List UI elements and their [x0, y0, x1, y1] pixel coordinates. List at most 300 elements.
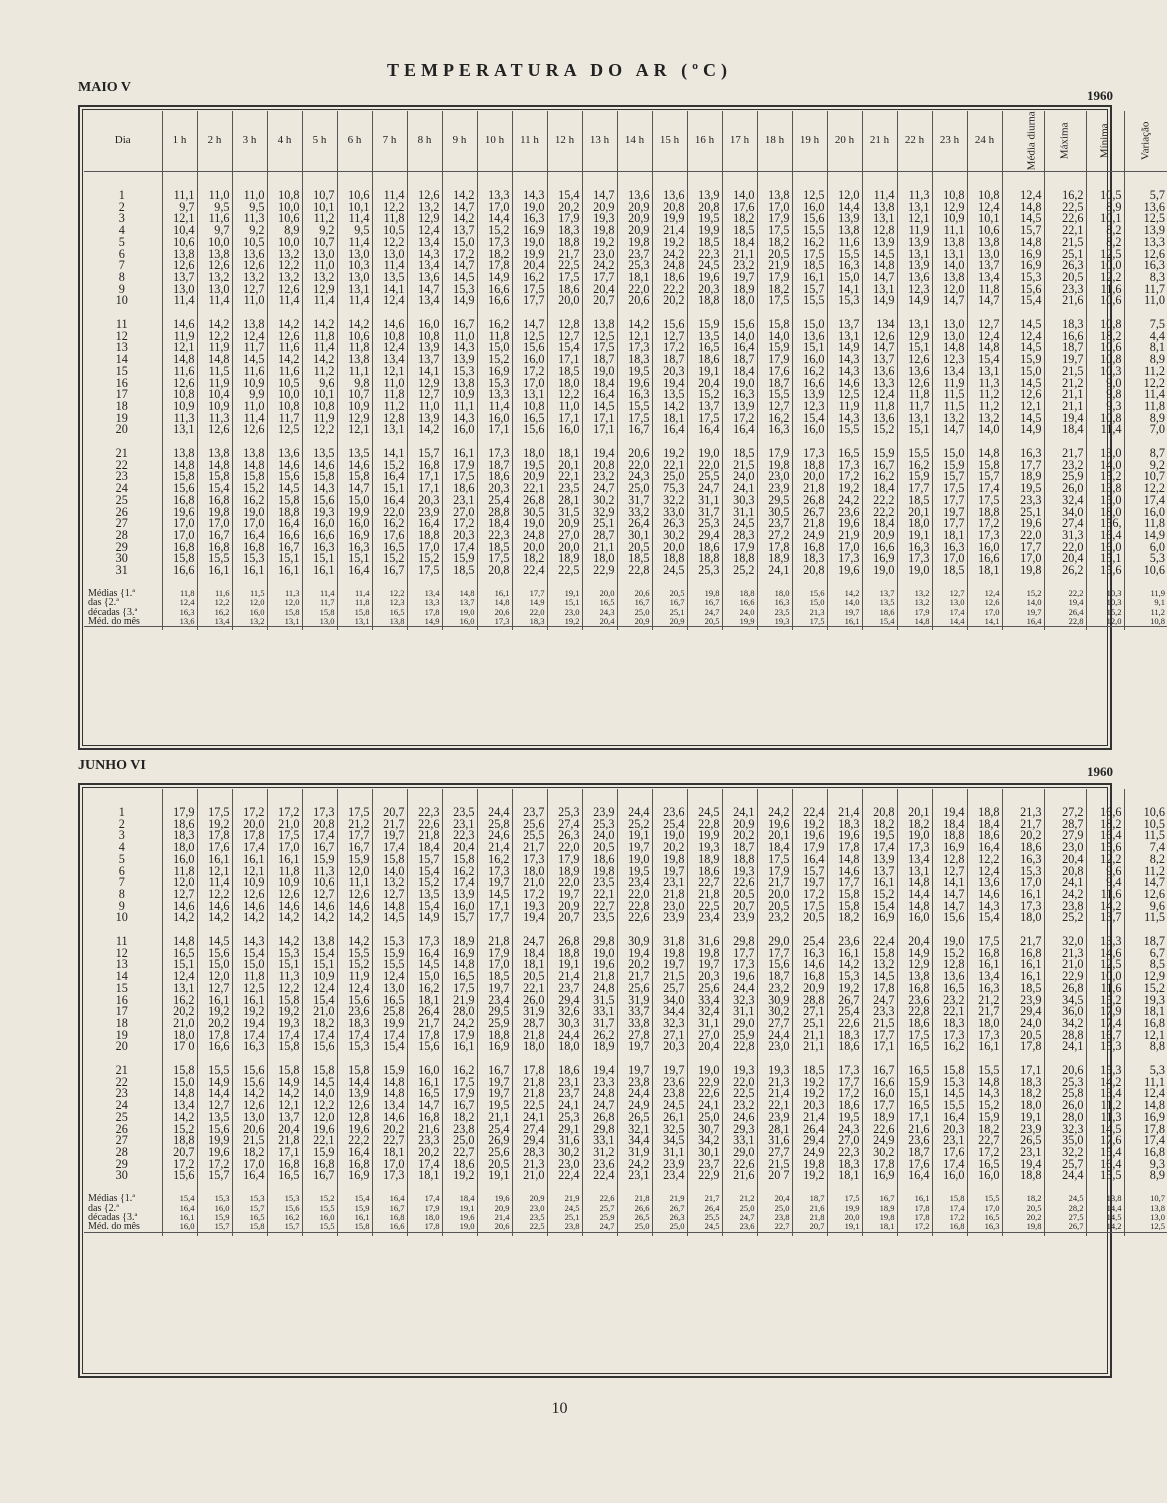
value-cell: 31,5 [582, 995, 617, 1007]
section-label-may: MAIO V [78, 80, 132, 95]
value-cell: 15,2 [1086, 471, 1124, 483]
value-cell: 13,8 [232, 448, 267, 460]
value-cell: 17,2 [722, 413, 757, 425]
value-cell: 12,2 [372, 237, 407, 249]
column-header: 8 h [407, 111, 442, 172]
value-cell: 31,6 [547, 1135, 582, 1147]
average-cell: 11,2 [1124, 608, 1167, 617]
value-cell: 12,2 [267, 983, 302, 995]
value-cell: 19,8 [1002, 565, 1044, 577]
value-cell: 14,8 [197, 354, 232, 366]
value-cell: 19,5 [862, 830, 897, 842]
value-cell: 23,1 [442, 819, 477, 831]
value-cell: 22,1 [582, 889, 617, 901]
value-cell: 14,5 [1002, 378, 1044, 390]
value-cell: 15,9 [302, 854, 337, 866]
value-cell: 22,0 [617, 889, 652, 901]
average-cell: 14,2 [1086, 1222, 1124, 1232]
average-cell: 18,8 [722, 589, 757, 598]
value-cell: 12,9 [407, 378, 442, 390]
value-cell: 23,7 [757, 518, 792, 530]
value-cell: 11,4 [477, 401, 512, 413]
value-cell: 17,1 [477, 901, 512, 913]
value-cell: 21,5 [1044, 366, 1086, 378]
value-cell: 19,4 [617, 948, 652, 960]
value-cell: 19,6 [687, 272, 722, 284]
value-cell: 21,8 [512, 1088, 547, 1100]
value-cell: 17,1 [407, 471, 442, 483]
value-cell: 18,4 [582, 378, 617, 390]
value-cell: 12,6 [197, 260, 232, 272]
column-header [1002, 111, 1044, 172]
value-cell: 29,8 [722, 936, 757, 948]
value-cell: 20,8 [652, 202, 687, 214]
value-cell: 33,2 [617, 507, 652, 519]
column-header: 17 h [722, 111, 757, 172]
value-cell: 15,4 [407, 901, 442, 913]
value-cell: 11,2 [1124, 366, 1167, 378]
value-cell: 10,0 [267, 202, 302, 214]
table-frame-june [78, 783, 1165, 1378]
value-cell: 25,0 [652, 471, 687, 483]
value-cell: 23,8 [652, 1088, 687, 1100]
value-cell: 17,0 [932, 553, 967, 565]
value-cell: 24,5 [652, 565, 687, 577]
value-cell: 13,6 [932, 971, 967, 983]
average-cell: 20,7 [792, 1222, 827, 1232]
header-row [84, 111, 1167, 172]
value-cell: 16,7 [477, 1065, 512, 1077]
value-cell: 17,0 [1002, 877, 1044, 889]
average-cell: 24,3 [582, 608, 617, 617]
value-cell: 11,0 [232, 295, 267, 307]
value-cell: 13,7 [687, 401, 722, 413]
value-cell: 14,7 [862, 272, 897, 284]
value-cell: 23,1 [547, 1077, 582, 1089]
value-cell: 22,5 [1044, 202, 1086, 214]
value-cell: 14,8 [897, 877, 932, 889]
value-cell: 15,8 [267, 1065, 302, 1077]
value-cell: 23,0 [582, 249, 617, 261]
value-cell: 23,5 [547, 483, 582, 495]
value-cell: 15,9 [932, 460, 967, 472]
value-cell: 17,8 [232, 830, 267, 842]
average-cell: 23,0 [547, 608, 582, 617]
value-cell: 14,2 [232, 1088, 267, 1100]
value-cell: 18,9 [687, 854, 722, 866]
average-cell: 14,5 [1086, 1213, 1124, 1222]
day-cell: 26 [115, 1121, 128, 1136]
value-cell: 14,5 [197, 936, 232, 948]
value-cell: 15,3 [1002, 866, 1044, 878]
value-cell: 22,5 [512, 1100, 547, 1112]
value-cell: 18,6 [547, 284, 582, 296]
value-cell: 21,5 [722, 460, 757, 472]
value-cell: 15,2 [862, 889, 897, 901]
value-cell: 13,6 [967, 877, 1002, 889]
table-row [84, 378, 1167, 390]
value-cell: 19,0 [512, 237, 547, 249]
value-cell: 18,3 [547, 225, 582, 237]
value-cell: 24,5 [722, 518, 757, 530]
value-cell: 31,9 [512, 1006, 547, 1018]
value-cell: 13,4 [407, 237, 442, 249]
value-cell: 24,7 [582, 1100, 617, 1112]
value-cell: 15,4 [1086, 1147, 1124, 1159]
column-header: 3 h [232, 111, 267, 172]
average-cell: 15,6 [792, 589, 827, 598]
value-cell: 15,0 [337, 495, 372, 507]
value-cell: 10,6 [162, 237, 197, 249]
value-cell: 17,7 [1002, 542, 1044, 554]
value-cell: 16,3 [1002, 854, 1044, 866]
average-cell: 13,3 [407, 598, 442, 607]
value-cell: 17,9 [1086, 1006, 1124, 1018]
value-cell: 27,4 [547, 819, 582, 831]
average-cell: 15,8 [232, 1222, 267, 1232]
average-cell: 14,0 [827, 598, 862, 607]
value-cell: 18,9 [757, 553, 792, 565]
value-cell: 18,4 [862, 483, 897, 495]
day-cell: 1 [118, 805, 125, 819]
average-cell: 12,4 [967, 589, 1002, 598]
value-cell: 12,9 [407, 213, 442, 225]
value-cell: 15,3 [827, 971, 862, 983]
value-cell: 14,7 [442, 202, 477, 214]
value-cell: 11,1 [442, 401, 477, 413]
value-cell: 10,9 [442, 389, 477, 401]
column-header: 4 h [267, 111, 302, 172]
value-cell: 15,5 [932, 1100, 967, 1112]
value-cell: 20,7 [162, 1147, 197, 1159]
value-cell: 20,8 [1044, 866, 1086, 878]
day-cell: 27 [115, 1133, 128, 1148]
value-cell: 19,2 [197, 1006, 232, 1018]
value-cell: 24,1 [722, 807, 757, 819]
value-cell: 17,9 [442, 460, 477, 472]
value-cell: 17,9 [757, 213, 792, 225]
value-cell: 27,9 [1044, 830, 1086, 842]
value-cell: 22,7 [967, 1135, 1002, 1147]
average-cell: 15,4 [162, 1194, 197, 1203]
value-cell: 17,4 [232, 842, 267, 854]
value-cell: 30,9 [617, 936, 652, 948]
value-cell: 10,8 [967, 190, 1002, 202]
value-cell: 19,0 [932, 936, 967, 948]
value-cell: 19,4 [652, 378, 687, 390]
value-cell: 15,4 [1002, 295, 1044, 307]
average-cell: 19,8 [862, 1213, 897, 1222]
average-cell: 19,7 [1002, 608, 1044, 617]
value-cell: 14,5 [582, 401, 617, 413]
average-cell: 21,7 [687, 1194, 722, 1203]
average-cell: 20,9 [652, 617, 687, 627]
value-cell: 14,6 [232, 901, 267, 913]
value-cell: 15,6 [197, 948, 232, 960]
value-cell: 24,8 [652, 260, 687, 272]
value-cell: 20,2 [722, 830, 757, 842]
value-cell: 23,8 [1044, 901, 1086, 913]
value-cell: 21,1 [1044, 389, 1086, 401]
value-cell: 16,3 [1002, 448, 1044, 460]
value-cell: 18,8 [407, 530, 442, 542]
column-header-label: Variação [1138, 121, 1151, 161]
value-cell: 20,9 [617, 202, 652, 214]
value-cell: 18,1 [827, 1170, 862, 1182]
value-cell: 18,4 [862, 518, 897, 530]
value-cell: 14,5 [407, 959, 442, 971]
value-cell: 18,0 [162, 1030, 197, 1042]
column-header-label: Mínima [1098, 123, 1111, 159]
value-cell: 19,3 [267, 1018, 302, 1030]
value-cell: 134 [862, 319, 897, 331]
value-cell: 19,5 [617, 866, 652, 878]
value-cell: 19,3 [722, 866, 757, 878]
value-cell: 11,6 [162, 366, 197, 378]
value-cell: 25,3 [547, 807, 582, 819]
value-cell: 15,6 [302, 1041, 337, 1053]
value-cell: 16,4 [1086, 1159, 1124, 1171]
average-cell: 11,6 [197, 589, 232, 598]
value-cell: 11,5 [197, 366, 232, 378]
value-cell: 13,8 [232, 319, 267, 331]
value-cell: 15,2 [372, 553, 407, 565]
value-cell: 18,7 [757, 971, 792, 983]
value-cell: 14,6 [197, 901, 232, 913]
value-cell: 12,4 [372, 342, 407, 354]
day-cell: 21 [115, 1063, 128, 1078]
value-cell: 17,5 [442, 1077, 477, 1089]
value-cell: 17,6 [757, 366, 792, 378]
value-cell: 15,7 [197, 1170, 232, 1182]
value-cell: 9,2 [232, 225, 267, 237]
value-cell: 23,2 [757, 912, 792, 924]
value-cell: 8,2 [1086, 225, 1124, 237]
value-cell: 24,5 [687, 807, 722, 819]
value-cell: 20,1 [547, 460, 582, 472]
value-cell: 21,5 [862, 1018, 897, 1030]
average-cell: 16,5 [372, 608, 407, 617]
value-cell: 14,3 [512, 190, 547, 202]
value-cell: 16,7 [617, 424, 652, 436]
value-cell: 16,4 [1086, 830, 1124, 842]
value-cell: 12,0 [302, 1112, 337, 1124]
value-cell: 18,8 [722, 553, 757, 565]
average-label: Méd. do mês [88, 616, 140, 628]
value-cell: 13,0 [932, 331, 967, 343]
value-cell: 20,7 [547, 912, 582, 924]
value-cell: 16,8 [407, 1112, 442, 1124]
value-cell: 15,6 [407, 1041, 442, 1053]
value-cell: 11,3 [1086, 1112, 1124, 1124]
value-cell: 12,6 [232, 1100, 267, 1112]
average-cell: 20,4 [582, 617, 617, 627]
value-cell: 12,4 [407, 225, 442, 237]
value-cell: 24,0 [582, 830, 617, 842]
value-cell: 24,2 [442, 1018, 477, 1030]
average-cell: 21,8 [617, 1194, 652, 1203]
value-cell: 17,3 [477, 237, 512, 249]
value-cell: 19,7 [652, 1065, 687, 1077]
value-cell: 25,1 [792, 1018, 827, 1030]
value-cell: 15,5 [337, 948, 372, 960]
day-cell: 29 [115, 539, 128, 554]
value-cell: 15,5 [792, 225, 827, 237]
average-cell: 13,0 [932, 598, 967, 607]
value-cell: 23,7 [547, 983, 582, 995]
value-cell: 10,6 [337, 331, 372, 343]
column-header: 12 h [547, 111, 582, 172]
value-cell: 14,9 [197, 1077, 232, 1089]
value-cell: 18,0 [967, 1018, 1002, 1030]
value-cell: 14,7 [407, 1100, 442, 1112]
value-cell: 28,8 [792, 995, 827, 1007]
value-cell: 10,8 [162, 389, 197, 401]
value-cell: 20,3 [792, 1100, 827, 1112]
value-cell: 19,5 [617, 366, 652, 378]
value-cell: 16,0 [792, 202, 827, 214]
value-cell: 10,8 [267, 401, 302, 413]
value-cell: 31,6 [687, 936, 722, 948]
value-cell: 23,6 [337, 1006, 372, 1018]
value-cell: 22,6 [722, 877, 757, 889]
value-cell: 18,5 [897, 495, 932, 507]
value-cell: 16,6 [267, 530, 302, 542]
value-cell: 22,3 [442, 830, 477, 842]
value-cell: 30,2 [582, 495, 617, 507]
average-cell: 16,1 [477, 589, 512, 598]
value-cell: 17,7 [862, 1100, 897, 1112]
value-cell: 28,0 [442, 1006, 477, 1018]
value-cell: 17,3 [967, 1030, 1002, 1042]
value-cell: 17,5 [897, 1030, 932, 1042]
average-cell: 13,2 [897, 589, 932, 598]
value-cell: 15,8 [162, 1065, 197, 1077]
value-cell: 15,6 [337, 995, 372, 1007]
value-cell: 12,2 [197, 889, 232, 901]
value-cell: 10,8 [372, 331, 407, 343]
value-cell: 16,5 [967, 1159, 1002, 1171]
value-cell: 19,8 [652, 948, 687, 960]
value-cell: 14,8 [1002, 237, 1044, 249]
value-cell: 9,0 [1086, 378, 1124, 390]
value-cell: 24,3 [617, 471, 652, 483]
value-cell: 21,4 [792, 1112, 827, 1124]
value-cell: 14,6 [827, 378, 862, 390]
value-cell: 16,4 [232, 1170, 267, 1182]
value-cell: 18,6 [687, 354, 722, 366]
day-cell: 21 [115, 446, 128, 461]
value-cell: 23,9 [1002, 995, 1044, 1007]
day-cell: 25 [115, 1109, 128, 1124]
value-cell: 17,7 [512, 295, 547, 307]
value-cell: 13,8 [757, 190, 792, 202]
value-cell: 21,9 [757, 260, 792, 272]
value-cell: 11,9 [197, 378, 232, 390]
value-cell: 15,8 [197, 471, 232, 483]
value-cell: 23,4 [652, 1170, 687, 1182]
value-cell: 15,5 [792, 295, 827, 307]
average-cell: 18,7 [792, 1194, 827, 1203]
value-cell: 18,2 [897, 819, 932, 831]
column-header: 13 h [582, 111, 617, 172]
value-cell: 14,3 [232, 936, 267, 948]
value-cell: 15,8 [967, 460, 1002, 472]
value-cell: 14,5 [1002, 319, 1044, 331]
value-cell: 20,3 [652, 366, 687, 378]
day-cell: 30 [115, 1168, 128, 1183]
value-cell: 13,9 [862, 854, 897, 866]
value-cell: 16,2 [442, 866, 477, 878]
value-cell: 19,2 [792, 1088, 827, 1100]
value-cell: 14,7 [932, 901, 967, 913]
value-cell: 16,0 [512, 354, 547, 366]
value-cell: 10,6 [267, 213, 302, 225]
average-cell: 20,0 [582, 589, 617, 598]
value-cell: 17,2 [512, 889, 547, 901]
value-cell: 15,5 [827, 249, 862, 261]
value-cell: 20,5 [757, 249, 792, 261]
value-cell: 17,5 [687, 413, 722, 425]
value-cell: 20,5 [512, 971, 547, 983]
value-cell: 25,4 [477, 1124, 512, 1136]
average-cell: 13,4 [197, 617, 232, 627]
value-cell: 18,4 [722, 366, 757, 378]
value-cell: 11,0 [1124, 295, 1167, 307]
value-cell: 15,8 [827, 901, 862, 913]
value-cell: 13,1 [897, 413, 932, 425]
value-cell: 14,1 [827, 284, 862, 296]
value-cell: 26,3 [547, 830, 582, 842]
value-cell: 14,8 [162, 936, 197, 948]
value-cell: 10,1 [302, 389, 337, 401]
value-cell: 18,7 [722, 842, 757, 854]
value-cell: 18,8 [1002, 1170, 1044, 1182]
value-cell: 16,0 [477, 413, 512, 425]
value-cell: 16,2 [407, 983, 442, 995]
column-header: 1 h [162, 111, 197, 172]
value-cell: 28,8 [1044, 1030, 1086, 1042]
value-cell: 17,2 [967, 518, 1002, 530]
value-cell: 19,6 [162, 507, 197, 519]
value-cell: 16,8 [197, 495, 232, 507]
value-cell: 24,2 [617, 1159, 652, 1171]
value-cell: 12,4 [372, 971, 407, 983]
value-cell: 18,4 [967, 819, 1002, 831]
value-cell: 17,4 [1086, 1018, 1124, 1030]
value-cell: 11,6 [267, 366, 302, 378]
value-cell: 13,8 [967, 237, 1002, 249]
average-cell: 14,2 [827, 589, 862, 598]
value-cell: 13,2 [407, 202, 442, 214]
value-cell: 27,1 [652, 1030, 687, 1042]
average-cell: 26,3 [652, 1213, 687, 1222]
value-cell: 17,8 [477, 260, 512, 272]
value-cell: 14,6 [302, 901, 337, 913]
value-cell: 15,9 [372, 1065, 407, 1077]
value-cell: 19,4 [1002, 1159, 1044, 1171]
value-cell: 16,2 [897, 460, 932, 472]
value-cell: 14,2 [337, 912, 372, 924]
value-cell: 9,6 [302, 378, 337, 390]
average-cell: 13,0 [1124, 1213, 1167, 1222]
average-cell: 15,3 [267, 1194, 302, 1203]
value-cell: 17,0 [407, 542, 442, 554]
value-cell: 15,3 [1086, 1065, 1124, 1077]
value-cell: 21,0 [512, 1170, 547, 1182]
value-cell: 30,2 [547, 1147, 582, 1159]
value-cell: 25,3 [547, 1112, 582, 1124]
